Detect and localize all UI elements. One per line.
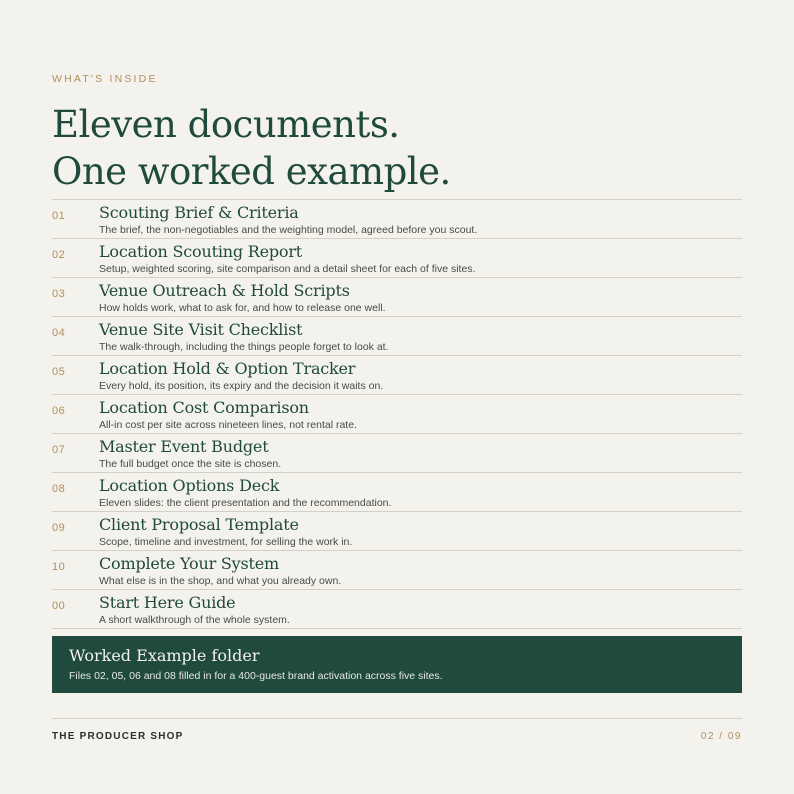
footer-divider bbox=[52, 718, 742, 719]
document-number: 09 bbox=[52, 522, 66, 534]
document-number: 06 bbox=[52, 405, 66, 417]
section-eyebrow: WHAT'S INSIDE bbox=[52, 73, 158, 85]
document-title: Client Proposal Template bbox=[99, 515, 299, 534]
document-title: Complete Your System bbox=[99, 554, 279, 573]
document-title: Start Here Guide bbox=[99, 593, 236, 612]
document-title: Location Cost Comparison bbox=[99, 398, 309, 417]
document-number: 00 bbox=[52, 600, 66, 612]
document-number: 02 bbox=[52, 249, 66, 261]
document-title: Location Hold & Option Tracker bbox=[99, 359, 356, 378]
callout-description: Files 02, 05, 06 and 08 filled in for a 400-guest brand activation across five sites. bbox=[69, 670, 443, 682]
page bbox=[52, 0, 742, 794]
document-row bbox=[52, 317, 742, 356]
document-row bbox=[52, 551, 742, 590]
document-title: Location Scouting Report bbox=[99, 242, 303, 261]
document-description: Every hold, its position, its expiry and the decision it waits on. bbox=[99, 380, 384, 392]
callout-title: Worked Example folder bbox=[69, 646, 260, 665]
document-row bbox=[52, 473, 742, 512]
document-number: 08 bbox=[52, 483, 66, 495]
document-title: Venue Outreach & Hold Scripts bbox=[99, 281, 350, 300]
document-number: 05 bbox=[52, 366, 66, 378]
document-row bbox=[52, 395, 742, 434]
document-title: Venue Site Visit Checklist bbox=[99, 320, 303, 339]
document-row bbox=[52, 590, 742, 629]
document-description: A short walkthrough of the whole system. bbox=[99, 614, 290, 626]
document-title: Location Options Deck bbox=[99, 476, 280, 495]
document-description: Eleven slides: the client presentation and the recommendation. bbox=[99, 497, 392, 509]
page-title-line-2: One worked example. bbox=[52, 150, 451, 193]
document-description: The brief, the non-negotiables and the weighting model, agreed before you scout. bbox=[99, 224, 478, 236]
page-title bbox=[52, 101, 451, 195]
worked-example-callout bbox=[52, 636, 742, 693]
document-description: All-in cost per site across nineteen lines, not rental rate. bbox=[99, 419, 357, 431]
document-number: 10 bbox=[52, 561, 66, 573]
document-description: How holds work, what to ask for, and how to release one well. bbox=[99, 302, 386, 314]
document-list bbox=[52, 200, 742, 629]
document-row bbox=[52, 434, 742, 473]
document-number: 04 bbox=[52, 327, 66, 339]
document-row bbox=[52, 200, 742, 239]
document-title: Scouting Brief & Criteria bbox=[99, 203, 299, 222]
document-number: 07 bbox=[52, 444, 66, 456]
document-description: What else is in the shop, and what you already own. bbox=[99, 575, 342, 587]
document-title: Master Event Budget bbox=[99, 437, 269, 456]
page-title-line-1: Eleven documents. bbox=[52, 103, 400, 146]
document-number: 03 bbox=[52, 288, 66, 300]
document-description: Setup, weighted scoring, site comparison and a detail sheet for each of five sites. bbox=[99, 263, 476, 275]
page-number: 02 / 09 bbox=[700, 731, 742, 742]
document-row bbox=[52, 239, 742, 278]
document-description: Scope, timeline and investment, for selling the work in. bbox=[99, 536, 353, 548]
document-row bbox=[52, 512, 742, 551]
document-description: The full budget once the site is chosen. bbox=[99, 458, 282, 470]
document-description: The walk-through, including the things people forget to look at. bbox=[99, 341, 389, 353]
document-number: 01 bbox=[52, 210, 66, 222]
document-row bbox=[52, 356, 742, 395]
document-row bbox=[52, 278, 742, 317]
footer-brand: THE PRODUCER SHOP bbox=[52, 731, 184, 742]
